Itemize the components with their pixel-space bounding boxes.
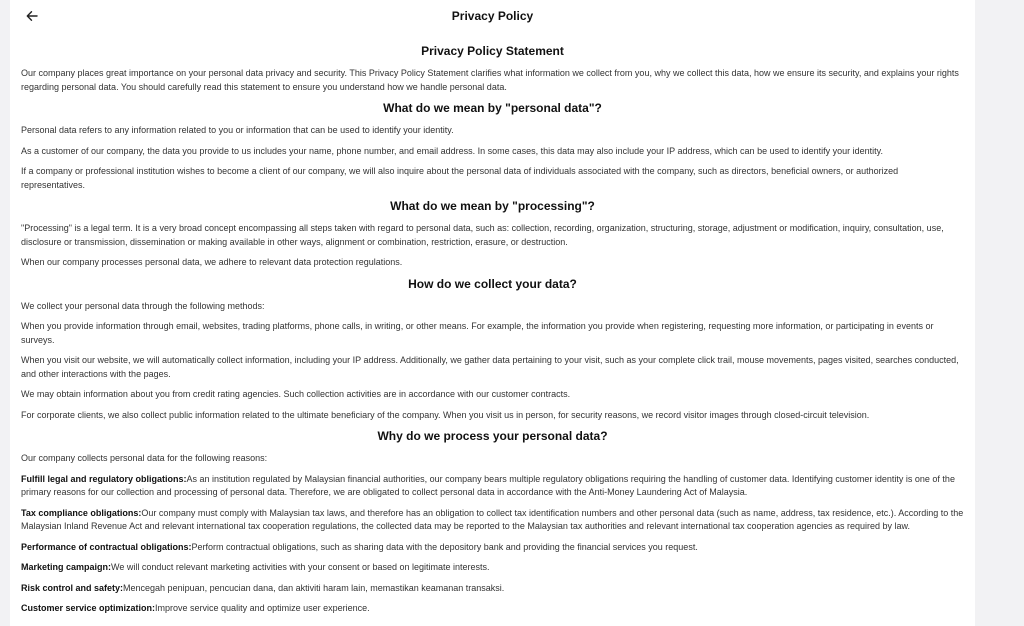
reason-item: [21, 541, 964, 555]
reason-label: Tax compliance obligations:: [21, 507, 142, 518]
section-heading: How do we collect your data?: [408, 276, 577, 291]
back-button[interactable]: [22, 6, 42, 26]
reason-item: [21, 582, 964, 596]
section-paragraph: When you visit our website, we will automatically collect information, including your IP address. Additionally, we gather data pertaining to your visit, such as your complete click trail, mouse movements, pages visited, searches conducted, and other interactions with the pages.: [21, 355, 959, 379]
reason-text: Improve service quality and optimize user experience.: [155, 603, 370, 613]
reason-label: Customer service optimization:: [21, 603, 156, 613]
reason-item: [21, 507, 964, 534]
top-bar: [10, 0, 975, 32]
reason-label: Fulfill legal and regulatory obligations:: [21, 473, 187, 484]
section-heading: Why do we process your personal data?: [377, 429, 608, 443]
section-heading: What do we mean by "personal data"?: [383, 101, 602, 115]
intro-paragraph: Our company places great importance on your personal data privacy and security. This Privacy Policy Statement clarifies what information we collect from you, why we collect this data, how we ensure its security, and explains your rights regarding personal data. You should carefully read this statement to ensure you understand how we handle personal data.: [21, 68, 959, 92]
reason-text: Mencegah penipuan, pencucian dana, dan aktiviti haram lain, memastikan keamanan transaksi.: [123, 582, 505, 593]
section-paragraph: "Processing" is a legal term. It is a very broad concept encompassing all steps taken with regard to personal data, such as: collection, recording, organization, structuring, storage, adjustment or modification, inquiry, consultation, use, disclosure or transmission, dissemination or making available in other ways, alignment or combination, restriction, erasure, or destruction.: [21, 223, 944, 247]
reason-item: [21, 602, 964, 616]
section-paragraph: When you provide information through email, websites, trading platforms, phone calls, in writing, or other means. For example, the information you provide when registering, requesting more information, or participating in events or surveys.: [21, 321, 934, 345]
reason-item: [21, 473, 964, 500]
section-paragraph: As a customer of our company, the data you provide to us includes your name, phone number, and email address. In some cases, this data may also include your IP address, which can be used to identify your identity.: [21, 145, 883, 156]
policy-statement-title: Privacy Policy Statement: [421, 44, 564, 58]
section-paragraph: Our company collects personal data for the following reasons:: [21, 453, 268, 463]
reason-label: Risk control and safety:: [21, 582, 124, 593]
section-paragraph: We may obtain information about you from credit rating agencies. Such collection activities are in accordance with our customer contracts.: [21, 389, 571, 399]
arrow-left-icon: [26, 10, 38, 22]
section-paragraph: If a company or professional institution wishes to become a client of our company, we will also inquire about the personal data of individuals associated with the company, such as directors, beneficial owners, or authorized representatives.: [21, 166, 899, 190]
section-paragraph: Personal data refers to any information related to you or information that can be used to identify your identity.: [21, 125, 454, 135]
policy-content[interactable]: [10, 32, 975, 626]
reason-text: As an institution regulated by Malaysian financial authorities, our company bears multiple regulatory obligations requiring the handling of customer data. Identifying customer identity is one of the primary reasons for our collection and processing of personal data. Therefore, we are obligated to collect personal data in accordance with the Anti-Money Laundering Act of Malaysia.: [21, 473, 955, 497]
section-paragraph: When our company processes personal data, we adhere to relevant data protection regulations.: [21, 257, 403, 267]
section-heading: What do we mean by "processing"?: [390, 199, 595, 213]
reason-label: Marketing campaign:: [21, 562, 112, 572]
reason-text: Our company must comply with Malaysian tax laws, and therefore has an obligation to collect tax identification numbers and other personal data (such as name, address, tax residence, etc.). According to the Malaysian Inland Revenue Act and relevant international tax cooperation regulations, the collected data may be reported to the Malaysian tax authorities and relevant international tax cooperation agencies as required by law.: [21, 507, 964, 531]
reason-item: [21, 561, 964, 575]
reason-text: Perform contractual obligations, such as sharing data with the depository bank and providing the financial services you request.: [191, 541, 698, 552]
section-paragraph: We collect your personal data through the following methods:: [21, 300, 265, 311]
section-paragraph: For corporate clients, we also collect public information related to the ultimate beneficiary of the company. When you visit us in person, for security reasons, we record visitor images through closed-circuit television.: [21, 409, 870, 420]
reason-text: We will conduct relevant marketing activities with your consent or based on legitimate interests.: [111, 562, 490, 572]
page-title: Privacy Policy: [451, 9, 534, 23]
reason-label: Performance of contractual obligations:: [21, 541, 192, 552]
